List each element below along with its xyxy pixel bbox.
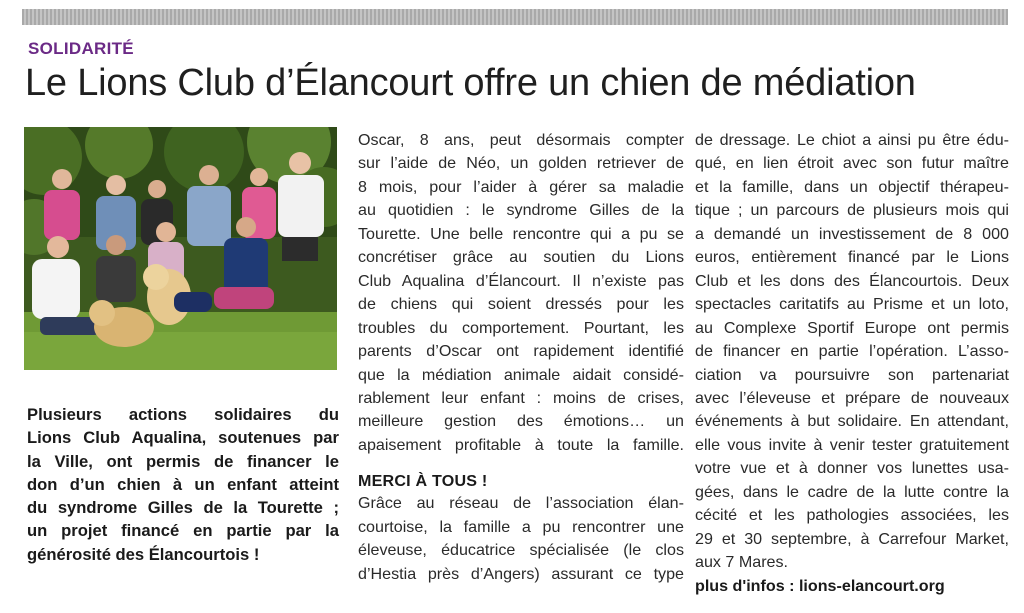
body-line: événements à but solidaire. En attendant, <box>695 412 1009 431</box>
lede-line: don d’un chien à un enfant atteint <box>27 474 339 494</box>
lede-line: générosité des Élancourtois ! <box>27 544 260 564</box>
body-line: Tourette. Une belle rencontre qui a pu se <box>358 224 684 243</box>
body-line: a demandé un investissement de 8 000 <box>695 224 1009 243</box>
body-line: 29 et 30 septembre, à Carrefour Market, <box>695 529 1009 548</box>
lede-line: la Ville, ont permis de financer le <box>27 451 339 471</box>
lede-line: Lions Club Aqualina, soutenues par <box>27 428 339 448</box>
body-line: Club et les dons des Élancourtois. Deux <box>695 271 1009 290</box>
body-line: troubles du comportement. Pourtant, les <box>358 318 684 337</box>
body-line: et la famille, dans un objectif thérapeu- <box>695 177 1009 196</box>
group-photo-illustration <box>24 127 337 370</box>
body-line: elle vous invite à venir tester gratuitement <box>695 435 1009 454</box>
body-line: rablement leur enfant : moins de crises, <box>358 388 684 407</box>
lede-line: du syndrome Gilles de la Tourette ; <box>27 498 339 518</box>
body-line: meilleure gestion des émotions… un <box>358 412 684 431</box>
body-line: au quotidien : le syndrome Gilles de la <box>358 201 684 220</box>
body-line: parents d’Oscar ont rapidement identifié <box>358 342 684 361</box>
body-line: Club Aqualina d’Élancourt. Il n’existe pas <box>358 271 684 290</box>
header-band <box>22 9 1008 25</box>
body-line: euros, entièrement financé par le Lions <box>695 248 1009 267</box>
body-line: aux 7 Mares. <box>695 553 789 572</box>
article-lede <box>27 403 339 566</box>
rubric-label: SOLIDARITÉ <box>28 39 134 58</box>
body-line: courtoise, la famille a pu rencontrer une <box>358 517 684 536</box>
more-info-link[interactable]: plus d'infos : lions-elancourt.org <box>695 576 945 595</box>
body-line: cécité et les pathologies associées, les <box>695 506 1009 525</box>
body-line: de dressage. Le chiot a ainsi pu être édu- <box>695 131 1009 149</box>
body-paragraph <box>358 129 684 457</box>
group-photo <box>24 127 337 370</box>
body-line: avec l’éleveuse et prépare de nouveaux <box>695 388 1009 407</box>
body-line: de chiens qui soient dressés pour les <box>358 295 684 314</box>
body-line: qué, en lien étroit avec son futur maître <box>695 154 1009 173</box>
body-line: que la médiation animale aidait considé- <box>358 365 684 384</box>
body-line: éleveuse, éducatrice spécialisée (le clos <box>358 541 684 560</box>
body-line: Oscar, 8 ans, peut désormais compter <box>358 131 684 149</box>
body-line: tique ; un parcours de plusieurs mois qui <box>695 201 1009 220</box>
body-paragraph <box>695 129 1009 575</box>
body-line: Grâce au réseau de l’association élan- <box>358 494 684 513</box>
section-subhead: MERCI À TOUS ! <box>358 472 488 491</box>
body-line: 8 mois, pour l’aider à gérer sa maladie <box>358 177 684 196</box>
lede-line: Plusieurs actions solidaires du <box>27 405 339 424</box>
body-line: sur l’aide de Néo, un golden retriever de <box>358 154 684 173</box>
body-line: apaisement profitable à toute la famille. <box>358 435 684 454</box>
body-line: ciation va poursuivre son partenariat <box>695 365 1009 384</box>
body-line: de financer en partie l’opération. L’asso- <box>695 342 1009 361</box>
body-line: gées, dans le cadre de la lutte contre la <box>695 482 1009 501</box>
body-line: au Complexe Sportif Europe ont permis <box>695 318 1009 337</box>
body-line: votre vue et à donner vos lunettes usa- <box>695 459 1009 478</box>
lede-line: un projet financé en partie par la <box>27 521 339 541</box>
body-paragraph <box>358 492 684 586</box>
body-line: d’Hestia près d’Angers) assurant ce type <box>358 564 684 583</box>
article-headline: Le Lions Club d’Élancourt offre un chien de médiation <box>25 62 916 104</box>
article-column-2 <box>695 129 1009 598</box>
article-column-1 <box>358 129 684 586</box>
body-line: spectacles caritatifs au Prisme et un loto, <box>695 295 1009 314</box>
body-line: concrétiser grâce au soutien du Lions <box>358 248 684 267</box>
